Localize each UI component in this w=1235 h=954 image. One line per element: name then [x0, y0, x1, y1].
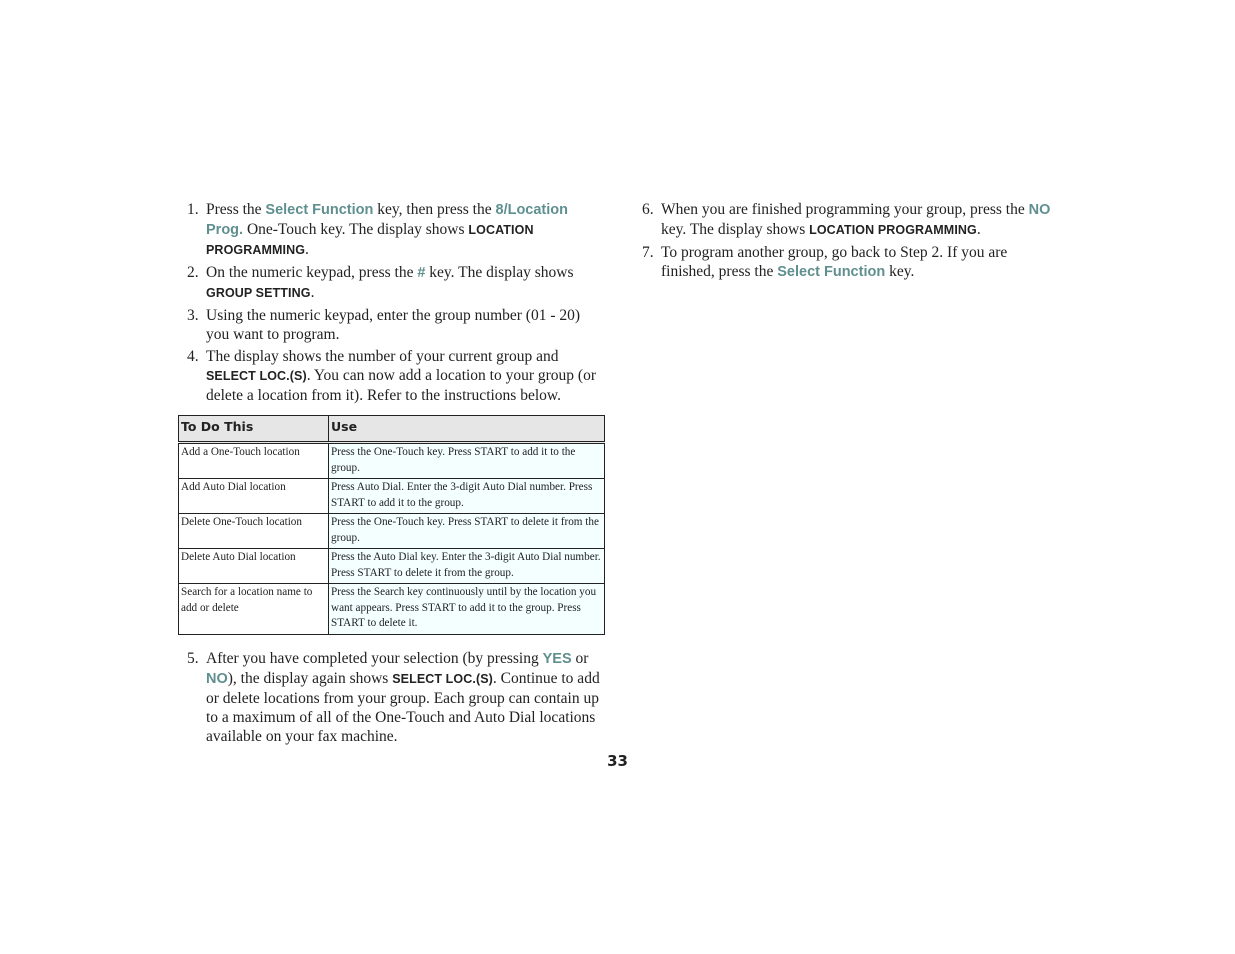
step-text: . You can now add a location to your group (or delete a location from it). Refer to the instructions below.: [206, 367, 597, 404]
key-name: NO: [1028, 202, 1051, 218]
key-name: 8/Location Prog.: [206, 202, 569, 238]
step-text: The display shows the number of your current group and: [206, 348, 559, 365]
step-text: key. The display shows: [661, 221, 810, 238]
step-text: key. The display shows: [425, 264, 574, 281]
table-row: [179, 549, 605, 584]
table-cell-use: Press the One-Touch key. Press START to add it to the group.: [329, 443, 605, 479]
steps-list-right: [633, 200, 1053, 282]
step-text: . Continue to add or delete locations from your group. Each group can contain up to a maximum of all of the One-Touch and Auto Dial locations available on your fax machine.: [206, 669, 600, 745]
step-text: .: [976, 221, 981, 238]
step-text: When you are finished programming your group, press the: [661, 201, 1029, 218]
step-number: 2.: [187, 264, 199, 281]
table-header-todo: To Do This: [179, 416, 329, 443]
step-text: key.: [885, 263, 915, 280]
step-item: [633, 200, 1053, 240]
location-actions-table: [178, 415, 605, 635]
steps-list-left-after: [178, 649, 606, 746]
display-text: GROUP SETTING: [206, 286, 311, 300]
table-cell-use: Press Auto Dial. Enter the 3-digit Auto Dial number. Press START to add it to the group.: [329, 479, 605, 514]
table-row: [179, 584, 605, 635]
step-text: After you have completed your selection (by pressing: [206, 649, 543, 667]
step-number: 7.: [642, 244, 654, 261]
table-cell-use: Press the Auto Dial key. Enter the 3-digit Auto Dial number. Press START to delete it from the group.: [329, 549, 605, 584]
table-cell-action: Delete Auto Dial location: [179, 549, 329, 584]
table-cell-action: Add a One-Touch location: [179, 443, 329, 479]
step-number: 5.: [187, 649, 199, 667]
table-cell-action: Delete One-Touch location: [179, 514, 329, 549]
step-text: One-Touch key. The display shows: [243, 221, 469, 238]
key-name: YES: [542, 650, 572, 667]
table-row: [179, 479, 605, 514]
step-text: To program another group, go back to Step 2. If you are finished, press the: [661, 244, 1008, 280]
table-cell-use: Press the Search key continuously until by the location you want appears. Press START to add it to the group. Press START to delete it.: [329, 584, 605, 635]
step-item: [178, 200, 606, 260]
table-header-row: [179, 416, 605, 443]
step-item: [178, 347, 606, 405]
step-item: [178, 306, 606, 344]
steps-list-left: [178, 200, 606, 405]
table-cell-action: Search for a location name to add or delete: [179, 584, 329, 635]
display-text: SELECT LOC.(S): [392, 671, 493, 686]
step-text: key, then press the: [373, 201, 496, 218]
key-name: #: [417, 265, 426, 281]
step-number: 6.: [642, 201, 654, 218]
step-number: 1.: [187, 201, 199, 218]
table-cell-use: Press the One-Touch key. Press START to delete it from the group.: [329, 514, 605, 549]
step-item: [178, 263, 606, 303]
table-cell-action: Add Auto Dial location: [179, 479, 329, 514]
step-text: .: [310, 284, 315, 301]
step-number: 3.: [187, 307, 199, 324]
step-text: or: [571, 649, 589, 667]
step-item: [633, 243, 1053, 282]
display-text: SELECT LOC.(S): [206, 369, 307, 383]
right-column: [633, 200, 1053, 285]
key-name: Select Function: [777, 264, 886, 280]
step-text: .: [305, 241, 309, 258]
table-header-use: Use: [329, 416, 605, 443]
step-number: 4.: [187, 348, 199, 365]
step-text: Press the: [206, 201, 266, 218]
step-text: Using the numeric keypad, enter the group number (01 - 20) you want to program.: [206, 307, 581, 343]
key-name: Select Function: [265, 202, 374, 218]
step-text: On the numeric keypad, press the: [206, 264, 418, 281]
table-row: [179, 514, 605, 549]
key-name: NO: [206, 670, 228, 687]
step-item: [178, 649, 606, 746]
step-text: ), the display again shows: [227, 669, 393, 687]
display-text: LOCATION PROGRAMMING: [809, 223, 977, 237]
display-text: LOCATION PROGRAMMING: [206, 223, 534, 257]
table-row: [179, 443, 605, 479]
page-number: 33: [607, 752, 628, 770]
left-column: [178, 200, 606, 749]
